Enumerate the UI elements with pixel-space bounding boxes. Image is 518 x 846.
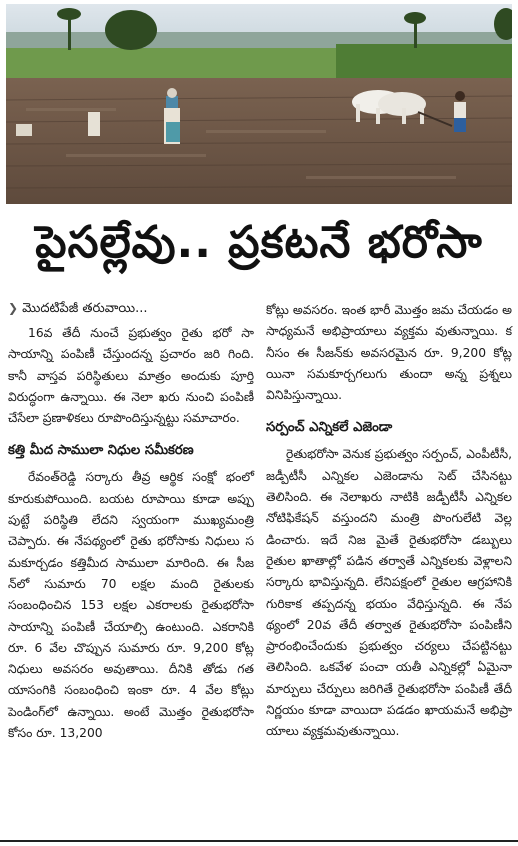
article-right-column bbox=[266, 300, 512, 743]
body-paragraph: రైతుభరోసా వెనుక ప్రభుత్వం సర్పంచ్‌, ఎంపీటీసీ, జడ్పీటీసీ ఎన్నికల ఎజెండాను సెట్‌ చేసినట్టు తెలిసింది. ఈ నెలాఖరు నాటికి జడ్పీటీసీ ఎన్నికల నోటిఫికేషన్‌ వస్తుందని మంత్రి పొంగులేటి వెల్లడించారు. ఇదే నిజ మైతే రైతుభరోసా డబ్బులు రైతుల ఖాతాల్లో పడిన తర్వాతే ఎన్నికలకు వెళ్లాలని సర్కారు భావిస్తున్నది. లేనిపక్షంలో రైతుల ఆగ్రహానికి గురికాక తప్పదన్న భయం వేధిస్తున్నది. ఈ నేపథ్యంలో 20వ తేదీ తర్వాత రైతుభరోసా పంపిణీని ప్రారంభించేందుకు ప్రభుత్వం చర్యలు చేపట్టినట్టు తెలిసింది. ఒకవేళ పంచా యతీ ఎన్నికల్లో ఏమైనా మార్పులు చేర్పులు జరిగితే రైతుభరోసా పంపిణీ తేదీ నిర్ణయం కూడా వాయిదా పడడం ఖాయమనే అభిప్రా యాలు వ్యక్తమవుతున్నాయి. bbox=[266, 447, 512, 739]
subheading: కత్తి మీద సాములా నిధుల సమీకరణ bbox=[8, 443, 194, 459]
chevron-right-icon: ❯ bbox=[8, 301, 19, 315]
field-photo bbox=[6, 4, 512, 204]
continuation-kicker bbox=[8, 298, 254, 319]
article-left-column bbox=[8, 298, 254, 744]
farm-scene-image bbox=[6, 4, 512, 204]
subheading: సర్పంచ్‌ ఎన్నికలే ఎజెండా bbox=[266, 420, 393, 436]
bottom-rule bbox=[0, 840, 518, 842]
body-paragraph: 16వ తేదీ నుంచే ప్రభుత్వం రైతు భరో సా సాయాన్ని పంపిణీ చేస్తుందన్న ప్రచారం జరి గింది. కానీ వాస్తవ పరిస్థితులు మాత్రం అందుకు పూర్తి విరుద్ధంగా ఉన్నాయి. ఈ నెలా ఖరు నుంచి పంపిణీ చేసేలా ప్రణాళికలు రూపొందిస్తున్నట్టు సమాచారం. bbox=[8, 326, 254, 426]
kicker-text: మొదటిపేజీ తరువాయి... bbox=[22, 301, 148, 316]
body-paragraph: రేవంత్‌రెడ్డి సర్కారు తీవ్ర ఆర్థిక సంక్షో భంలో కూరుకుపోయింది. బయట రూపాయి కూడా అప్పు పుట్టే పరిస్థితి లేదని స్వయంగా ముఖ్యమంత్రి చెప్పారు. ఈ నేపథ్యంలో రైతు భరోసాకు నిధులు సమకూర్చడం కత్తిమీద సాములా మారింది. ఈ సీజన్‌లో సుమారు 70 లక్షల మంది రైతులకు సంబంధించిన 153 లక్షల ఎకరాలకు రైతుభరోసా సాయాన్ని పంపిణీ చేయాల్సి ఉంటుంది. ఎకరానికి రూ. 6 వేల చొప్పున సుమారు రూ. 9,200 కోట్ల నిధులు అవసరం అవుతాయి. దీనికి తోడు గత యాసంగికి సంబంధించి ఇంకా రూ. 4 వేల కోట్లు పెండింగ్‌లో ఉన్నాయి. అంటే మొత్తం రైతుభరోసా కోసం రూ. 13,200 bbox=[8, 470, 254, 741]
body-paragraph: కోట్లు అవసరం. ఇంత భారీ మొత్తం జమ చేయడం అసాధ్యమనే అభిప్రాయాలు వ్యక్తమ వుతున్నాయి. కనీసం ఈ సీజన్‌కు అవసరమైన రూ. 9,200 కోట్లయినా సమకూర్చగలుగు తుందా అన్న ప్రశ్నలు వినిపిస్తున్నాయి. bbox=[266, 303, 512, 403]
headline: పైసల్లేవు.. ప్రకటనే భరోసా bbox=[35, 217, 483, 268]
